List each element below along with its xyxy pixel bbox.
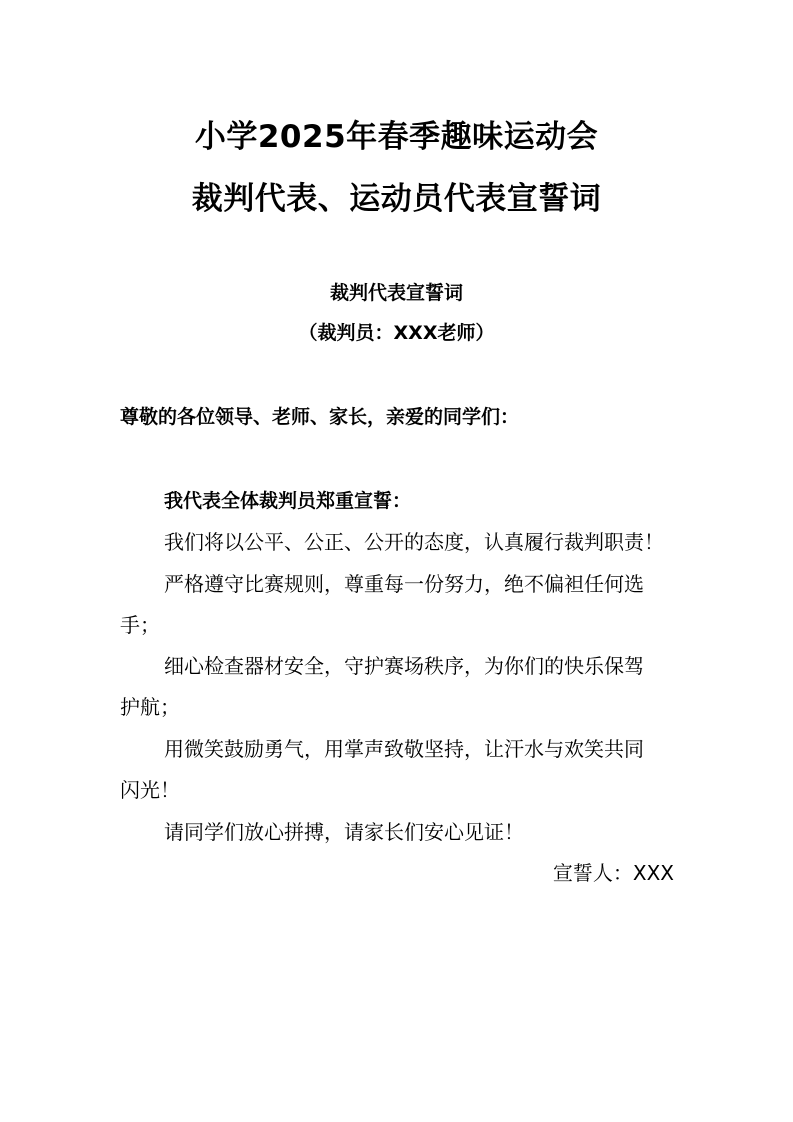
section-speaker: （裁判员：XXX老师） — [298, 322, 495, 344]
signer: 宣誓人：XXX — [552, 861, 674, 885]
oath-intro: 我代表全体裁判员郑重宣誓： — [164, 490, 412, 512]
oath-paragraph-3: 细心检查器材安全，守护赛场秩序，为你们的快乐保驾 — [164, 654, 644, 678]
document-title-line1: 小学2025年春季趣味运动会 — [194, 119, 599, 155]
oath-paragraph-5: 请同学们放心拼搏，请家长们安心见证！ — [164, 820, 524, 844]
oath-paragraph-4-continuation: 闪光！ — [120, 778, 180, 802]
oath-paragraph-2: 严格遵守比赛规则，尊重每一份努力，绝不偏袒任何选 — [164, 572, 644, 596]
oath-paragraph-2-continuation: 手； — [120, 613, 160, 637]
oath-paragraph-3-continuation: 护航； — [120, 695, 180, 719]
section-title: 裁判代表宣誓词 — [329, 282, 463, 304]
greeting: 尊敬的各位领导、老师、家长，亲爱的同学们： — [120, 406, 520, 428]
document-title-line2: 裁判代表、运动员代表宣誓词 — [191, 181, 602, 217]
oath-paragraph-4: 用微笑鼓励勇气，用掌声致敬坚持，让汗水与欢笑共同 — [164, 737, 644, 761]
oath-paragraph-1: 我们将以公平、公正、公开的态度，认真履行裁判职责！ — [164, 530, 664, 554]
